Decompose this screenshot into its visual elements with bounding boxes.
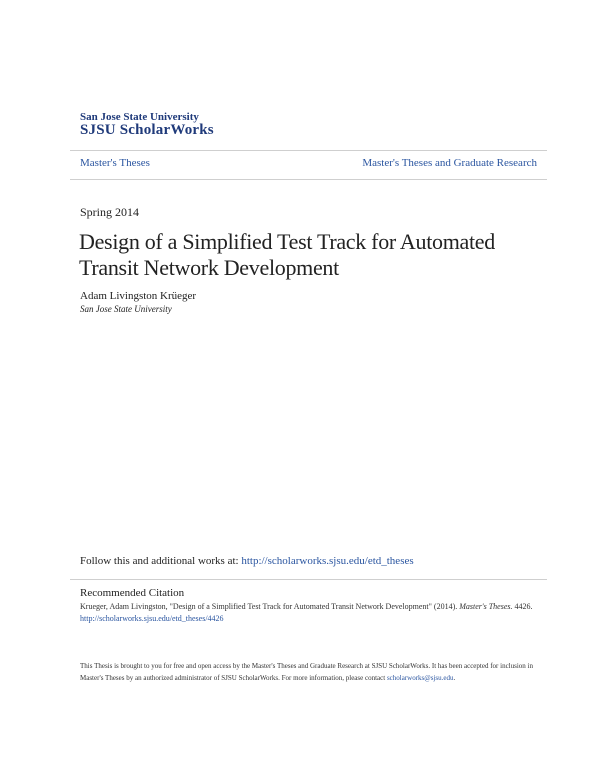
follow-line <box>80 555 414 567</box>
author-name: Adam Livingston Krüeger <box>80 290 197 302</box>
contact-email-link[interactable]: scholarworks@sjsu.edu <box>386 674 454 682</box>
publication-date: Spring 2014 <box>80 205 140 219</box>
top-divider <box>70 150 547 151</box>
citation-url-link[interactable]: http://scholarworks.sjsu.edu/etd_theses/4426 <box>80 614 224 623</box>
document-title: Design of a Simplified Test Track for Automated Transit Network Development <box>79 229 495 280</box>
author-affiliation: San Jose State University <box>80 304 172 314</box>
collection-link[interactable]: http://scholarworks.sjsu.edu/etd_theses <box>241 555 414 567</box>
follow-label: Follow this and additional works at: <box>80 555 242 567</box>
citation-block <box>80 601 540 625</box>
citation-divider <box>70 579 547 580</box>
footer-text: This Thesis is brought to you for free and open access by the Master's Theses and Graduate Research at SJSU ScholarWorks. It has been accepted for inclusion in Master's Theses by an authorized administrator of SJSU ScholarWorks. For more information, please contact <box>80 662 533 682</box>
repository-name: SJSU ScholarWorks <box>80 122 214 138</box>
citation-journal: Master's Theses. <box>459 602 513 611</box>
masters-theses-link[interactable]: Master's Theses <box>80 157 150 169</box>
nav-divider <box>70 179 547 180</box>
citation-number: 4426. <box>514 602 533 611</box>
citation-text: Krueger, Adam Livingston, "Design of a Simplified Test Track for Automated Transit Network Development" (2014). <box>80 602 458 611</box>
masters-theses-graduate-research-link[interactable]: Master's Theses and Graduate Research <box>362 157 537 169</box>
footer-notice <box>80 660 535 684</box>
citation-heading: Recommended Citation <box>80 587 185 599</box>
footer-end: . <box>453 674 456 682</box>
university-name: San Jose State University <box>80 111 199 123</box>
